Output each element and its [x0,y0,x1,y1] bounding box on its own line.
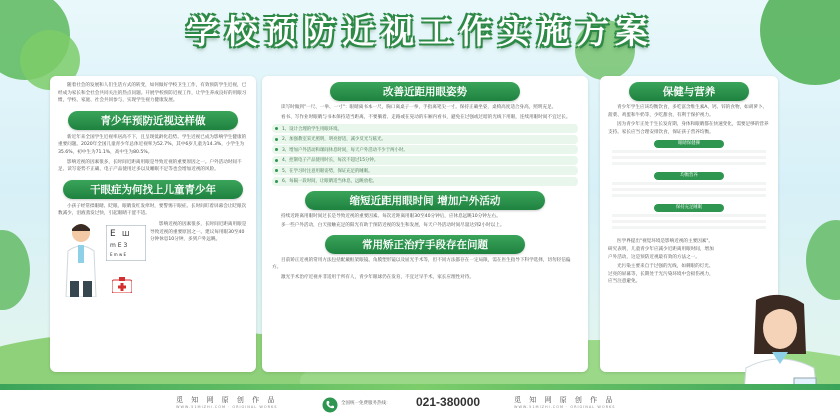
footer-left-sub: WWW.51MIZHI.COM · ORIGINAL WORKS [176,405,278,409]
nutrition-text: 青少年学生应该均衡饮食，多吃富含维生素A、钙、锌的食物，如胡萝卜、菠菜、鸡蛋和牛奶等，少吃甜食，有利于保护视力。 [608,105,768,118]
svg-text:E: E [110,228,116,239]
list-item: 1、设计合理的学生用眼环境。 [272,124,578,133]
list-item: 5、在学习时注意用眼姿势，保证充足的睡眠。 [272,166,578,175]
section-heading-outdoor: 缩短近距用眼时间 增加户外活动 [305,191,545,210]
posture-text: 读写时做到"一尺、一拳、一寸"：眼睛离书本一尺，胸口离桌子一拳，手指离笔尖一寸。保持正确坐姿，桌椅高度适合身高，照明充足。 [281,105,557,110]
footer-stripe [0,384,840,390]
footer [0,384,840,420]
section-heading-posture: 改善近距用眼姿势 [330,82,520,101]
outdoor-text: 持续近距离用眼时间过长是导致近视的重要因素。每次近距离用眼30至40分钟后，应休息远眺10分钟左右。 [281,213,501,219]
youth-prevention-text: 新近年来全国学生近视率居高不下，且呈现低龄化趋势。学生近视已成为影响学生健康的重要问题。2020年全国儿童青少年总体近视率为52.7%，其中6岁儿童为14.3%，小学生为35.6%，初中生为71.1%，高中生为80.5%。 [58,134,247,155]
environment-text: 医学界提出"视觉环境是影响近视的主要因素"。研究表明，儿童青少年应减少近距离用眼时间，增加户外活动，这是预防近视最有效的方法之一。 [608,239,714,260]
tag-nutrition: 均衡营养 [654,172,724,180]
footer-right-sub: WWW.51MIZHI.COM · ORIGINAL WORKS [514,405,616,409]
left-panel [50,76,256,372]
posture-tips-list [272,124,578,186]
page-title: 学校预防近视工作实施方案 [186,12,654,51]
placeholder-lines [612,182,766,200]
tree-icon [0,230,30,310]
svg-text:Ш: Ш [122,229,130,238]
tag-eye-exercise: 眼睛保健操 [654,140,724,148]
dry-eye-text-2: 影响近视的因素很多，长时间近距离用眼是导致近视的重要原因之一。建议每用眼30至40分钟休息10分钟，多到户外远眺。 [150,221,247,243]
light-pollution-text: 光污染主要来自于过强的光线，如刺眼的灯光、过亮的屏幕等，长期处于光污染环境中会损伤视力，应当注意避免。 [608,264,714,285]
footer-right-text: 觅 知 网 原 创 作 品 [514,396,616,404]
doctor-illustration [58,221,150,299]
footer-left-text: 觅 知 网 原 创 作 品 [176,396,278,404]
dry-eye-text: 小孩子经常揉眼睛、眨眼、眼睛发红发痒时，要警惕干眼症。长时间盯着屏幕会让眨眼次数减少，泪液蒸发过快，引起眼睛干涩不适。 [58,203,247,217]
nutrition-text-2: 因为青少年正处于生长发育期，身体和眼睛都在快速变化，需要足够的营养支持。家长应当合理安排饮食，保证孩子营养均衡。 [608,122,769,135]
svg-text:E m w E: E m w E [110,251,127,257]
svg-text:m E 3: m E 3 [110,241,128,249]
medical-kit-icon [112,277,132,293]
correction-text: 目前矫正近视的常用方法包括配戴框架眼镜、角膜塑形镜以及屈光手术等，但不同方法都存在一定局限，需在医生指导下科学选择，切勿轻信偏方。 [272,257,571,271]
hotline-label: 全国统一免费服务热线： [341,401,391,406]
posture-text-2: 看书、写作业时眼睛与书本保持适当距离，不要躺着、走路或在晃动的车厢内看书，避免在过强或过暗的光线下用眼，连续用眼时间不宜过长。 [281,114,571,120]
outdoor-text-2: 多一些户外活动，白天接触充足的阳光有助于预防近视的发生和发展，每天户外活动时间尽量达到2小时以上。 [281,223,505,229]
list-item: 2、加强教室采光照明，明亮舒适，减少反光与眩光。 [272,135,578,144]
list-item: 4、控制电子产品使用时长，每次不超过15分钟。 [272,156,578,165]
hotline-number: 021-380000 [416,395,481,409]
hotline-icon [322,397,338,413]
section-heading-youth-prevention: 青少年预防近视这样做 [68,111,238,130]
section-heading-correction: 常用矫正治疗手段存在问题 [325,235,525,254]
tree-icon [806,220,840,300]
doctor-icon [58,221,104,297]
placeholder-lines [612,150,766,168]
intro-text: 随着社会的发展和人们生活方式的转变，如何做好学校卫生工作，有效预防学生近视，已经成为家长和全社会共同关注的热点问题。开展学校预防近视工作，让学生养成良好的用眼习惯，学校、家庭、社会共同参与，实现学生视力健康发展。 [58,83,247,104]
section-heading-nutrition: 保健与营养 [629,82,749,101]
correction-text-2: 激光手术治疗近视并非适用于所有人，青少年眼球仍在发育，不宜过早手术，家长应理性对待。 [281,275,474,281]
eye-chart-icon [106,225,146,261]
section-heading-dry-eye: 干眼症为何找上儿童青少年 [63,180,243,199]
center-panel [262,76,588,372]
list-item: 3、增加户外活动和课间休息时间，每天户外活动不少于两小时。 [272,145,578,154]
list-item: 6、每隔一段时间，让眼睛适当休息，远眺放松。 [272,177,578,186]
placeholder-lines [612,214,766,232]
youth-prevention-text-2: 影响近视的因素很多，长时间近距离用眼是导致近视的重要原因之一。户外活动时间不足、读写姿势不正确、电子产品使用过多以及睡眠不足等也会增加近视的风险。 [58,159,242,173]
tag-sleep: 保持充足睡眠 [654,204,724,212]
